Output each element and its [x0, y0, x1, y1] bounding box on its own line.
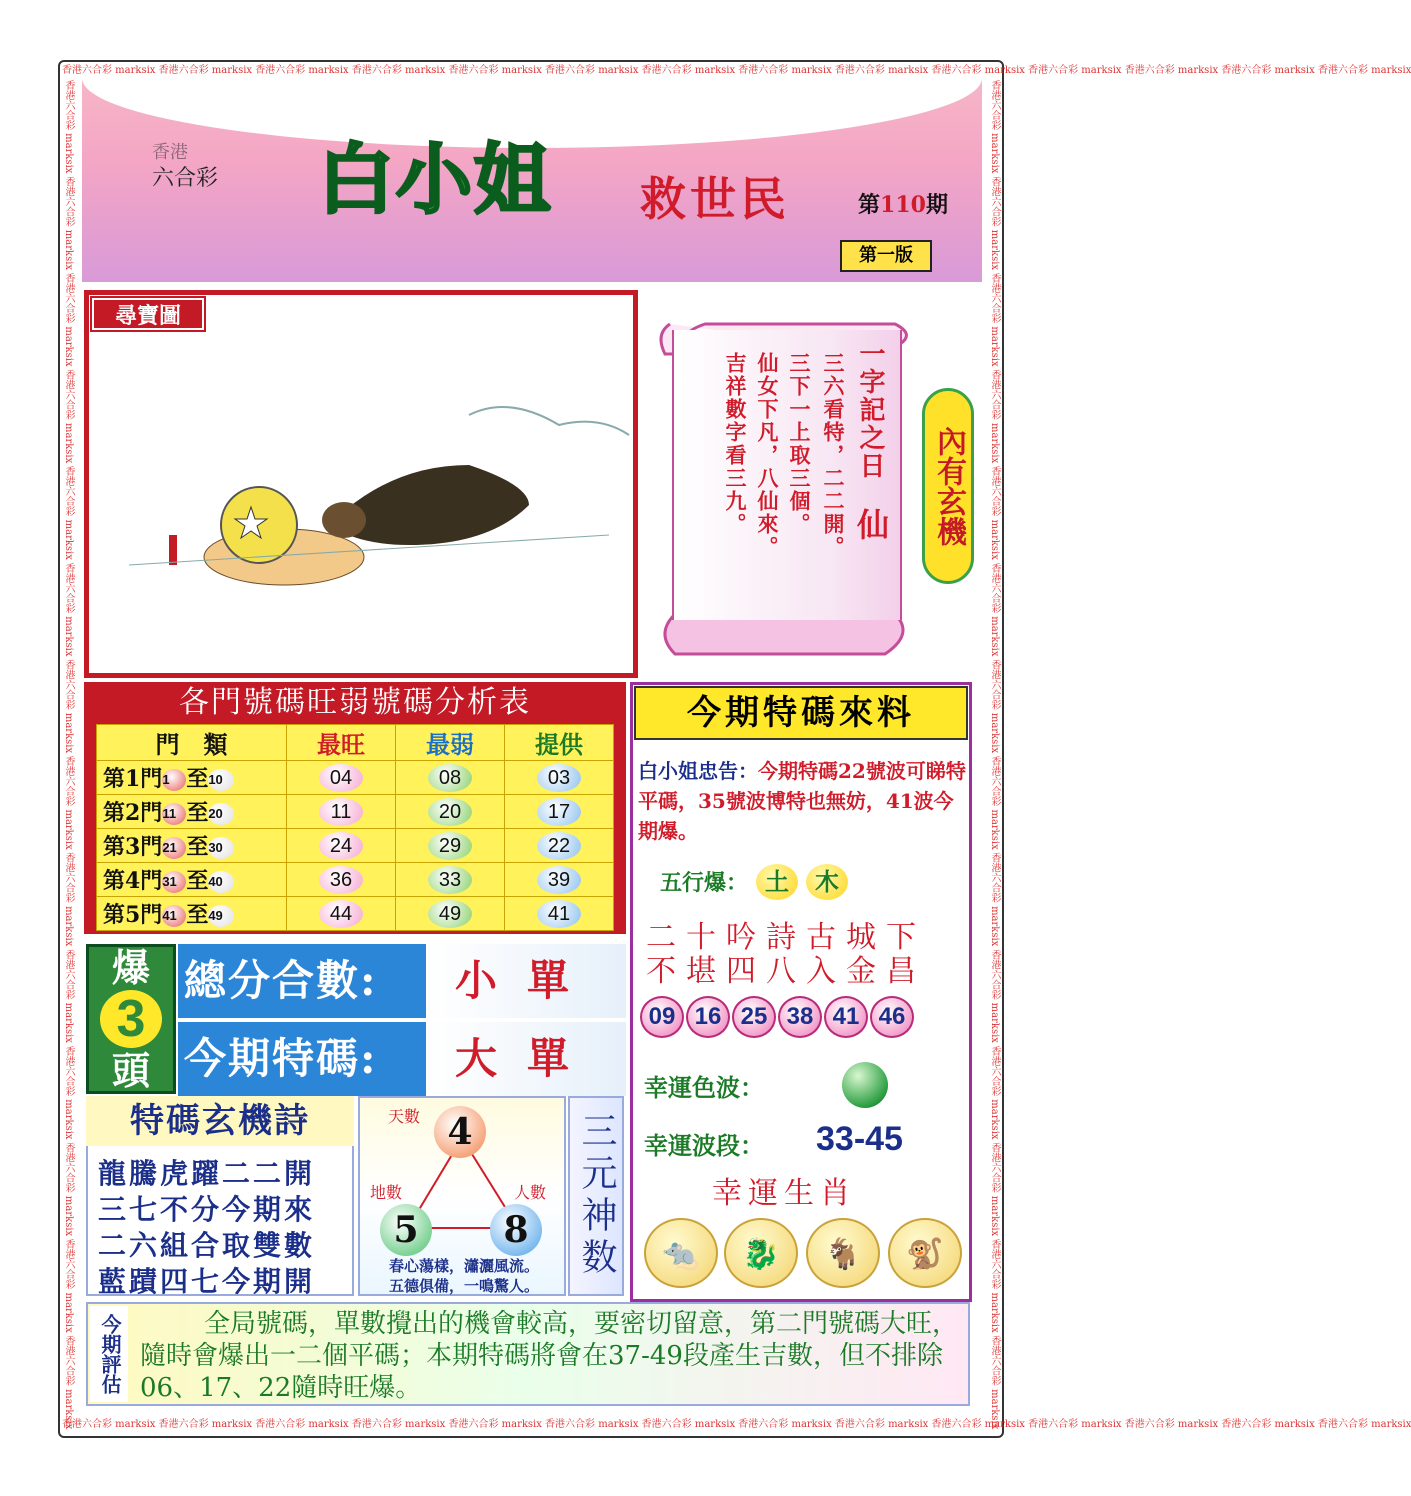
mystery-tag: 內有玄機 — [922, 388, 974, 584]
table-row — [97, 795, 614, 829]
door-to: 30 — [208, 837, 234, 859]
special-poem-line-1: 二十吟詩古城下 — [646, 920, 926, 955]
treasure-map — [84, 290, 638, 678]
door-label: 第4門 — [103, 868, 163, 894]
give-number: 39 — [537, 866, 581, 894]
analysis-table — [96, 724, 614, 931]
door-from: 41 — [162, 905, 186, 927]
door-to: 40 — [208, 871, 234, 893]
border-right — [988, 80, 1002, 1430]
ren-label: 人數 — [514, 1183, 547, 1202]
door-label: 第5門 — [103, 902, 163, 928]
issue-number — [858, 188, 948, 219]
door-to-word: 至 — [186, 800, 209, 826]
treasure-illustration — [89, 295, 633, 673]
wuxing-label: 五行爆： — [660, 870, 749, 896]
weak-number: 49 — [428, 900, 472, 928]
border-text: 香港六合彩 marksix 香港六合彩 marksix 香港六合彩 marksix 香港六合彩 marksix 香港六合彩 marksix 香港六合彩 marksix 香港六合彩 marksix 香港六合彩 marksix 香港六合彩 marksix 香港六合彩 marksix 香港六合彩 marksix 香港六合彩 marksix 香港六合彩 marksix 香港六合彩 marksix — [62, 1419, 1411, 1430]
table-row — [97, 863, 614, 897]
header-give: 提供 — [505, 725, 614, 761]
issue-suffix: 期 — [925, 192, 948, 218]
scroll-keyword: 仙 — [852, 508, 890, 542]
hot-number: 04 — [319, 764, 363, 792]
door-label: 第1門 — [103, 766, 163, 792]
poem-line: 龍騰虎躍二二開 — [98, 1157, 316, 1190]
weak-number: 29 — [428, 832, 472, 860]
door-to: 10 — [208, 769, 234, 791]
hot-number: 44 — [319, 900, 363, 928]
table-row — [97, 829, 614, 863]
special-number: 09 — [640, 996, 684, 1038]
table-header-row — [97, 725, 614, 761]
scroll-line-2: 三下一上取三個。 — [787, 352, 812, 536]
door-label: 第3門 — [103, 834, 163, 860]
treasure-badge: 尋寶圖 — [92, 298, 204, 330]
hk-line2: 六合彩 — [152, 166, 219, 191]
tian-number: 4 — [434, 1106, 486, 1158]
advice-lead: 白小姐忠告： — [638, 759, 758, 783]
sum-label: 總分合數: — [178, 944, 426, 1018]
header-hot: 最旺 — [287, 725, 396, 761]
bao-bottom: 頭 — [111, 1048, 150, 1093]
give-number: 22 — [537, 832, 581, 860]
triangle-caption-2: 五德俱備，一鳴驚人。 — [388, 1277, 539, 1295]
analysis-title: 各門號碼旺弱號碼分析表 — [179, 685, 531, 720]
scroll-heading: 一字記之日 — [855, 340, 885, 480]
door-to: 49 — [208, 905, 234, 927]
door-to-word: 至 — [186, 902, 209, 928]
edition-badge: 第一版 — [840, 240, 932, 272]
door-from: 11 — [162, 803, 186, 825]
give-number: 41 — [537, 900, 581, 928]
sum-value: 小單 — [428, 944, 626, 1018]
special-title: 今期特碼來料 — [634, 686, 968, 740]
border-bottom — [62, 1418, 1411, 1432]
sum-value: 大單 — [428, 1022, 626, 1096]
give-number: 17 — [537, 798, 581, 826]
special-number: 38 — [778, 996, 822, 1038]
rat-icon: 🐀 — [644, 1218, 718, 1288]
triangle-caption-1: 春心蕩樣，瀟灑風流。 — [388, 1257, 539, 1275]
wuxing-wood: 木 — [806, 864, 848, 900]
special-number: 25 — [732, 996, 776, 1038]
page-subtitle: 救世民 — [640, 172, 790, 226]
door-from: 31 — [162, 871, 186, 893]
border-top — [62, 64, 1411, 78]
poem-title: 特碼玄機詩 — [86, 1096, 354, 1146]
border-text: 香港六合彩 marksix 香港六合彩 marksix 香港六合彩 marksix 香港六合彩 marksix 香港六合彩 marksix 香港六合彩 marksix 香港六合彩 marksix 香港六合彩 marksix 香港六合彩 marksix 香港六合彩 marksix 香港六合彩 marksix 香港六合彩 marksix 香港六合彩 marksix 香港六合彩 marksix — [63, 80, 74, 1430]
di-label: 地數 — [370, 1183, 403, 1202]
hot-number: 36 — [319, 866, 363, 894]
issue-value: 110 — [880, 192, 926, 218]
special-poem-line-2: 不堪四八入金昌 — [646, 954, 926, 989]
bao-number: 3 — [100, 990, 162, 1048]
special-number: 46 — [870, 996, 914, 1038]
door-to-word: 至 — [186, 868, 209, 894]
sum-label: 今期特碼: — [178, 1022, 426, 1096]
table-row — [97, 897, 614, 931]
hot-number: 24 — [319, 832, 363, 860]
poem-line: 二六組合取雙數 — [98, 1229, 316, 1262]
scroll-line-4: 吉祥數字看三九。 — [723, 352, 748, 536]
hk-marksix-label — [152, 140, 218, 192]
evaluation-text: 全局號碼，單數攪出的機會較高，要密切留意，第二門號碼大旺，隨時會爆出一二個平碼；本期特碼將會在37-49段產生吉數，但不排除06、17、22隨時旺爆。 — [140, 1309, 959, 1403]
door-from: 1 — [162, 769, 186, 791]
give-number: 03 — [537, 764, 581, 792]
special-numbers — [640, 996, 962, 1040]
weak-number: 33 — [428, 866, 472, 894]
table-row — [97, 761, 614, 795]
di-number: 5 — [380, 1204, 432, 1256]
tian-label: 天數 — [388, 1107, 421, 1126]
special-number: 16 — [686, 996, 730, 1038]
hot-number: 11 — [319, 798, 363, 826]
border-text: 香港六合彩 marksix 香港六合彩 marksix 香港六合彩 marksix 香港六合彩 marksix 香港六合彩 marksix 香港六合彩 marksix 香港六合彩 marksix 香港六合彩 marksix 香港六合彩 marksix 香港六合彩 marksix 香港六合彩 marksix 香港六合彩 marksix 香港六合彩 marksix 香港六合彩 marksix — [989, 80, 1000, 1430]
door-from: 21 — [162, 837, 186, 859]
header-weak: 最弱 — [396, 725, 505, 761]
border-left — [62, 80, 76, 1430]
evaluation-label: 今期評估 — [90, 1306, 128, 1402]
sum-row-special — [178, 1022, 626, 1096]
bao-top: 爆 — [111, 945, 150, 990]
hk-line1: 香港 — [152, 142, 188, 163]
issue-prefix: 第 — [858, 192, 881, 218]
monkey-icon: 🐒 — [888, 1218, 962, 1288]
door-label: 第2門 — [103, 800, 163, 826]
ren-number: 8 — [490, 1204, 542, 1256]
door-to-word: 至 — [186, 834, 209, 860]
lucky-band-label: 幸運波段： — [644, 1131, 764, 1160]
goat-icon: 🐐 — [806, 1218, 880, 1288]
weak-number: 20 — [428, 798, 472, 826]
dragon-icon: 🐉 — [724, 1218, 798, 1288]
weak-number: 08 — [428, 764, 472, 792]
border-text: 香港六合彩 marksix 香港六合彩 marksix 香港六合彩 marksix 香港六合彩 marksix 香港六合彩 marksix 香港六合彩 marksix 香港六合彩 marksix 香港六合彩 marksix 香港六合彩 marksix 香港六合彩 marksix 香港六合彩 marksix 香港六合彩 marksix 香港六合彩 marksix 香港六合彩 marksix — [62, 65, 1411, 76]
wuxing-row — [660, 864, 848, 900]
lucky-color-label: 幸運色波： — [644, 1073, 764, 1102]
wuxing-earth: 土 — [756, 864, 798, 900]
scroll-line-1: 三六看特，二二開。 — [821, 352, 846, 559]
lucky-color-ball — [842, 1062, 888, 1108]
header-door: 門 類 — [97, 725, 287, 761]
door-to-word: 至 — [186, 766, 209, 792]
page-title: 白小姐 — [318, 135, 552, 224]
scroll-line-3: 仙女下凡，八仙來。 — [755, 352, 780, 559]
poem-line: 藍蹟四七今期開 — [98, 1265, 316, 1298]
advice-body: 今期特碼22號波可睇特平碼，35號波博特也無妨，41波今期爆。 — [638, 759, 966, 843]
sum-row-total — [178, 944, 626, 1018]
zodiac-title: 幸運生肖 — [712, 1176, 856, 1211]
door-to: 20 — [208, 803, 234, 825]
advice-text — [638, 756, 968, 846]
sanyuan-label: 三元神数 — [568, 1096, 624, 1296]
special-number: 41 — [824, 996, 868, 1038]
poem-line: 三七不分今期來 — [98, 1193, 316, 1226]
lucky-band-value: 33-45 — [816, 1120, 903, 1158]
triangle-caption — [366, 1256, 562, 1296]
